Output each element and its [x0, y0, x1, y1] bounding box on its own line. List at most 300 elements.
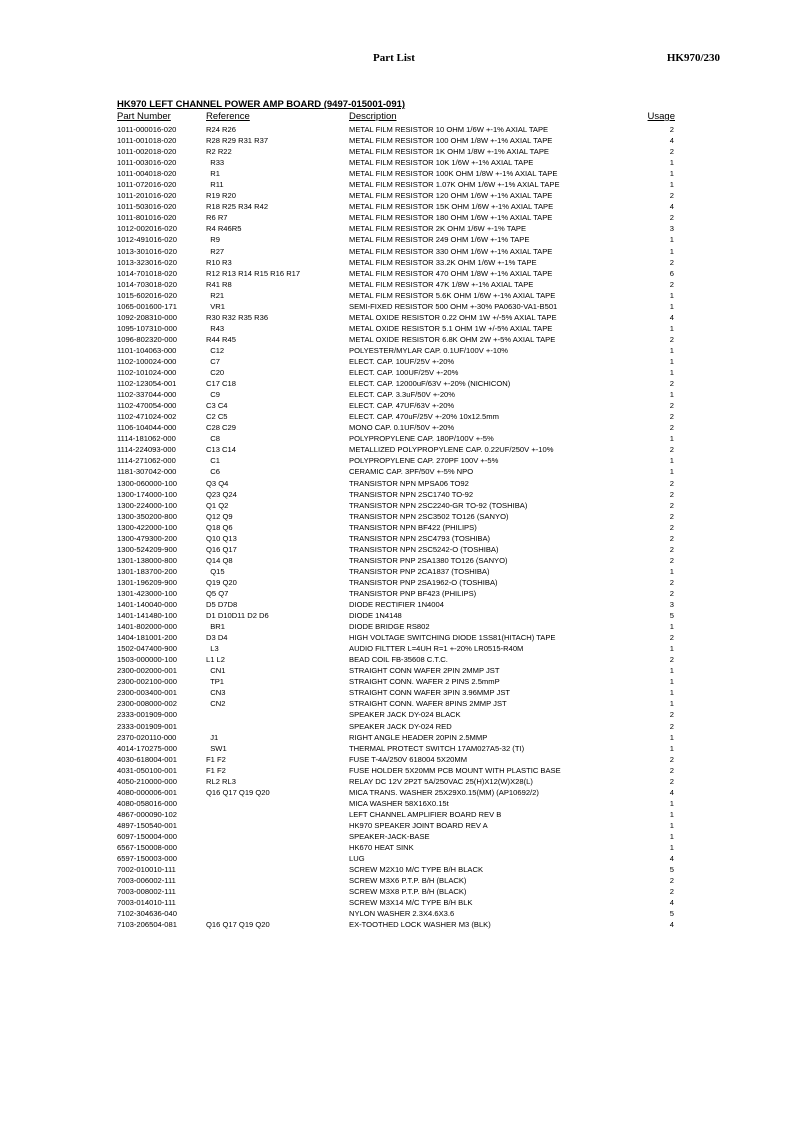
description-cell: ELECT. CAP. 100UF/25V +-20% — [349, 368, 459, 378]
usage-cell: 5 — [669, 865, 674, 875]
page-title: Part List — [373, 52, 415, 64]
table-row — [0, 853, 793, 864]
usage-cell: 1 — [669, 368, 674, 378]
table-row — [0, 500, 793, 511]
usage-cell: 2 — [669, 555, 674, 565]
reference-cell: C7 — [206, 356, 220, 366]
usage-cell: 1 — [669, 644, 674, 654]
description-cell: METAL FILM RESISTOR 100 OHM 1/8W +-1% AXIAL TAPE — [349, 136, 553, 146]
table-row — [0, 522, 793, 533]
table-row — [0, 334, 793, 345]
reference-cell: D5 D7D8 — [206, 600, 238, 610]
reference-cell: SW1 — [206, 743, 227, 753]
reference-cell: BR1 — [206, 622, 225, 632]
reference-cell: Q10 Q13 — [206, 533, 237, 543]
table-row — [0, 212, 793, 223]
part-number-cell: 1102-100024-000 — [117, 356, 177, 366]
reference-cell: F1 F2 — [206, 754, 226, 764]
usage-cell: 2 — [669, 445, 674, 455]
usage-cell: 1 — [669, 843, 674, 853]
description-cell: TRANSISTOR NPN 2SC1740 TO-92 — [349, 489, 474, 499]
usage-cell: 1 — [669, 809, 674, 819]
reference-cell: R2 R22 — [206, 147, 232, 157]
description-cell: TRANSISTOR NPN 2SC3502 TO126 (SANYO) — [349, 511, 509, 521]
usage-cell: 2 — [669, 401, 674, 411]
table-row — [0, 190, 793, 201]
usage-cell: 2 — [669, 147, 674, 157]
usage-cell: 1 — [669, 798, 674, 808]
usage-cell: 5 — [669, 909, 674, 919]
description-cell: SPEAKER-JACK-BASE — [349, 832, 430, 841]
table-row — [0, 135, 793, 146]
usage-cell: 4 — [669, 312, 674, 322]
reference-cell: Q14 Q8 — [206, 555, 233, 565]
part-number-cell: 1012-002016-020 — [117, 224, 177, 234]
usage-cell: 1 — [669, 743, 674, 753]
usage-cell: 4 — [669, 202, 674, 212]
usage-cell: 2 — [669, 754, 674, 764]
reference-cell: R30 R32 R35 R36 — [206, 312, 269, 322]
description-cell: SCREW M3X6 P.T.P. B/H (BLACK) — [349, 876, 467, 886]
table-row — [0, 787, 793, 798]
description-cell: DIODE BRIDGE RS802 — [349, 622, 430, 632]
part-number-cell: 1011-072016-020 — [117, 180, 177, 190]
usage-cell: 1 — [669, 246, 674, 256]
table-row — [0, 246, 793, 257]
table-row — [0, 709, 793, 720]
table-row — [0, 908, 793, 919]
part-number-cell: 1011-000016-020 — [117, 125, 177, 134]
table-row — [0, 555, 793, 566]
column-header-reference: Reference — [206, 111, 250, 122]
usage-cell: 4 — [669, 787, 674, 797]
part-number-cell: 1300-350200-800 — [117, 511, 177, 521]
part-number-cell: 2300-008000-002 — [117, 699, 177, 709]
table-row — [0, 654, 793, 665]
table-row — [0, 433, 793, 444]
reference-cell: Q5 Q7 — [206, 588, 229, 598]
table-row — [0, 345, 793, 356]
table-row — [0, 378, 793, 389]
part-number-cell: 1102-337044-000 — [117, 390, 177, 400]
reference-cell: R33 — [206, 158, 225, 168]
part-number-cell: 1181-307042-000 — [117, 467, 177, 477]
table-row — [0, 919, 793, 930]
description-cell: METAL FILM RESISTOR 180 OHM 1/6W +-1% AXIAL TAPE — [349, 213, 553, 223]
reference-cell: R41 R8 — [206, 279, 232, 289]
part-number-cell: 1011-002018-020 — [117, 147, 177, 157]
table-row — [0, 566, 793, 577]
table-row — [0, 124, 793, 135]
description-cell: FUSE T-4A/250V 618004 5X20MM — [349, 754, 468, 764]
usage-cell: 2 — [669, 887, 674, 897]
description-cell: SEMI-FIXED RESISTOR 500 OHM +-30% PA0630-VA1-B501 — [349, 301, 558, 311]
description-cell: HK670 HEAT SINK — [349, 843, 414, 853]
table-row — [0, 687, 793, 698]
table-row — [0, 422, 793, 433]
reference-cell: Q23 Q24 — [206, 489, 237, 499]
table-row — [0, 201, 793, 212]
reference-cell: Q3 Q4 — [206, 478, 229, 488]
table-row — [0, 444, 793, 455]
part-number-cell: 7102-304636-040 — [117, 909, 177, 919]
table-row — [0, 732, 793, 743]
description-cell: POLYPROPYLENE CAP. 180P/100V +-5% — [349, 434, 494, 444]
part-number-cell: 4050-210000-000 — [117, 776, 177, 786]
table-row — [0, 268, 793, 279]
part-number-cell: 1096-802320-000 — [117, 334, 177, 344]
description-cell: HK970 SPEAKER JOINT BOARD REV A — [349, 820, 488, 830]
description-cell: METAL FILM RESISTOR 120 OHM 1/6W +-1% AXIAL TAPE — [349, 191, 553, 201]
usage-cell: 1 — [669, 390, 674, 400]
table-row — [0, 389, 793, 400]
usage-cell: 4 — [669, 920, 674, 930]
description-cell: SPEAKER JACK DY-024 BLACK — [349, 710, 461, 720]
description-cell: METAL FILM RESISTOR 47K 1/8W +-1% AXIAL TAPE — [349, 279, 534, 289]
usage-cell: 1 — [669, 323, 674, 333]
description-cell: STRAIGHT CONN. WAFER 8PINS 2MMP JST — [349, 699, 507, 709]
reference-cell: C13 C14 — [206, 445, 236, 455]
part-number-cell: 1014-701018-020 — [117, 268, 177, 278]
part-number-cell: 1092-208310-000 — [117, 312, 177, 322]
reference-cell: CN2 — [206, 699, 226, 709]
description-cell: STRAIGHT CONN WAFER 2PIN 2MMP JST — [349, 666, 500, 676]
part-number-cell: 1011-201016-020 — [117, 191, 177, 201]
usage-cell: 6 — [669, 268, 674, 278]
usage-cell: 2 — [669, 125, 674, 134]
part-number-cell: 1300-524209-900 — [117, 544, 177, 554]
part-number-cell: 1300-479300-200 — [117, 533, 177, 543]
table-row — [0, 588, 793, 599]
part-number-cell: 1015-602016-020 — [117, 290, 177, 300]
board-title: HK970 LEFT CHANNEL POWER AMP BOARD (9497-015001-091) — [117, 99, 406, 110]
part-number-cell: 4014-170275-000 — [117, 743, 177, 753]
description-cell: METAL OXIDE RESISTOR 5.1 OHM 1W +/-5% AXIAL TAPE — [349, 323, 553, 333]
table-row — [0, 533, 793, 544]
part-number-cell: 1013-323016-020 — [117, 257, 177, 267]
usage-cell: 2 — [669, 379, 674, 389]
usage-cell: 1 — [669, 180, 674, 190]
reference-cell: C6 — [206, 467, 220, 477]
part-number-cell: 1114-224093-000 — [117, 445, 176, 455]
reference-cell: Q15 — [206, 566, 225, 576]
description-cell: ELECT. CAP. 47UF/63V +-20% — [349, 401, 455, 411]
part-number-cell: 4080-058016-000 — [117, 798, 177, 808]
usage-cell: 2 — [669, 655, 674, 665]
reference-cell: Q12 Q9 — [206, 511, 233, 521]
description-cell: NYLON WASHER 2.3X4.6X3.6 — [349, 909, 455, 919]
part-number-cell: 1065-001600-171 — [117, 301, 177, 311]
part-number-cell: 1106-104044-000 — [117, 423, 177, 433]
description-cell: METAL FILM RESISTOR 2K OHM 1/6W +-1% TAPE — [349, 224, 527, 234]
table-row — [0, 743, 793, 754]
table-row — [0, 466, 793, 477]
description-cell: MONO CAP. 0.1UF/50V +-20% — [349, 423, 455, 433]
table-row — [0, 257, 793, 268]
description-cell: BEAD COIL FB-35608 C.T.C. — [349, 655, 448, 665]
part-number-cell: 1011-003016-020 — [117, 158, 177, 168]
table-row — [0, 146, 793, 157]
reference-cell: C3 C4 — [206, 401, 228, 411]
reference-cell: C20 — [206, 368, 225, 378]
usage-cell: 4 — [669, 898, 674, 908]
description-cell: METAL FILM RESISTOR 33.2K OHM 1/6W +-1% TAPE — [349, 257, 537, 267]
usage-cell: 1 — [669, 732, 674, 742]
reference-cell: Q1 Q2 — [206, 500, 229, 510]
reference-cell: R43 — [206, 323, 225, 333]
reference-cell: C2 C5 — [206, 412, 228, 422]
table-row — [0, 643, 793, 654]
table-row — [0, 455, 793, 466]
reference-cell: R21 — [206, 290, 225, 300]
column-header-part-number: Part Number — [117, 111, 171, 122]
part-number-cell: 4080-000006-001 — [117, 787, 177, 797]
reference-cell: RL2 RL3 — [206, 776, 236, 786]
reference-cell: R6 R7 — [206, 213, 228, 223]
description-cell: ELECT. CAP. 470uF/25V +-20% 10x12.5mm — [349, 412, 499, 422]
description-cell: METAL FILM RESISTOR 5.6K OHM 1/6W +-1% AXIAL TAPE — [349, 290, 556, 300]
part-number-cell: 1404-181001-200 — [117, 633, 177, 643]
description-cell: SCREW M3X8 P.T.P. B/H (BLACK) — [349, 887, 467, 897]
description-cell: METAL OXIDE RESISTOR 6.8K OHM 2W +-5% AXIAL TAPE — [349, 334, 556, 344]
usage-cell: 1 — [669, 677, 674, 687]
usage-cell: 2 — [669, 544, 674, 554]
reference-cell: Q16 Q17 Q19 Q20 — [206, 787, 270, 797]
part-number-cell: 7003-008002-111 — [117, 887, 176, 897]
part-number-cell: 1102-471024-002 — [117, 412, 177, 422]
table-row — [0, 665, 793, 676]
model-number: HK970/230 — [666, 52, 720, 64]
description-cell: SPEAKER JACK DY-024 RED — [349, 721, 452, 731]
usage-cell: 2 — [669, 710, 674, 720]
reference-cell: R12 R13 R14 R15 R16 R17 — [206, 268, 301, 278]
part-number-cell: 4867-000090-102 — [117, 809, 177, 819]
usage-cell: 5 — [669, 611, 674, 621]
part-number-cell: 1300-422000-100 — [117, 522, 177, 532]
usage-cell: 1 — [669, 345, 674, 355]
description-cell: ELECT. CAP. 12000uF/63V +-20% (NICHICON) — [349, 379, 511, 389]
table-row — [0, 234, 793, 245]
table-row — [0, 820, 793, 831]
part-number-cell: 7003-006002-111 — [117, 876, 176, 886]
table-row — [0, 323, 793, 334]
table-row — [0, 831, 793, 842]
reference-cell: D1 D10D11 D2 D6 — [206, 611, 269, 621]
table-row — [0, 511, 793, 522]
usage-cell: 2 — [669, 334, 674, 344]
usage-cell: 2 — [669, 522, 674, 532]
reference-cell: D3 D4 — [206, 633, 228, 643]
table-row — [0, 489, 793, 500]
part-number-cell: 1011-001018-020 — [117, 136, 177, 146]
usage-cell: 2 — [669, 213, 674, 223]
usage-cell: 1 — [669, 356, 674, 366]
description-cell: MICA WASHER 58X16X0.15t — [349, 798, 449, 808]
part-number-cell: 1301-423000-100 — [117, 588, 177, 598]
table-row — [0, 223, 793, 234]
part-number-cell: 1095-107310-000 — [117, 323, 177, 333]
reference-cell: Q18 Q6 — [206, 522, 233, 532]
part-number-cell: 2300-003400-001 — [117, 688, 177, 698]
usage-cell: 2 — [669, 478, 674, 488]
reference-cell: R24 R26 — [206, 125, 236, 134]
part-number-cell: 1300-174000-100 — [117, 489, 177, 499]
part-number-cell: 4897-150540-001 — [117, 820, 177, 830]
usage-cell: 2 — [669, 511, 674, 521]
part-number-cell: 4030-618004-001 — [117, 754, 177, 764]
description-cell: METAL FILM RESISTOR 15K OHM 1/6W +-1% AXIAL TAPE — [349, 202, 554, 212]
reference-cell: L3 — [206, 644, 219, 654]
reference-cell: J1 — [206, 732, 219, 742]
usage-cell: 1 — [669, 622, 674, 632]
reference-cell: F1 F2 — [206, 765, 226, 775]
part-number-cell: 1300-224000-100 — [117, 500, 177, 510]
usage-cell: 1 — [669, 290, 674, 300]
table-row — [0, 698, 793, 709]
description-cell: METAL FILM RESISTOR 470 OHM 1/8W +-1% AXIAL TAPE — [349, 268, 553, 278]
description-cell: METAL FILM RESISTOR 100K OHM 1/8W +-1% AXIAL TAPE — [349, 169, 558, 179]
reference-cell: Q19 Q20 — [206, 577, 237, 587]
description-cell: TRANSISTOR NPN 2SC5242-O (TOSHIBA) — [349, 544, 499, 554]
description-cell: FUSE HOLDER 5X20MM PCB MOUNT WITH PLASTIC BASE — [349, 765, 561, 775]
table-row — [0, 842, 793, 853]
part-number-cell: 6567-150008-000 — [117, 843, 177, 853]
description-cell: SCREW M3X14 M/C TYPE B/H BLK — [349, 898, 473, 908]
description-cell: DIODE 1N4148 — [349, 611, 402, 621]
usage-cell: 2 — [669, 412, 674, 422]
reference-cell: C12 — [206, 345, 225, 355]
part-number-cell: 1012-491016-020 — [117, 235, 177, 245]
usage-cell: 1 — [669, 688, 674, 698]
usage-cell: 1 — [669, 169, 674, 179]
part-number-cell: 2370-020110-000 — [117, 732, 177, 742]
table-row — [0, 478, 793, 489]
part-number-cell: 1011-004018-020 — [117, 169, 177, 179]
part-number-cell: 1502-047400-900 — [117, 644, 177, 654]
reference-cell: R19 R20 — [206, 191, 236, 201]
description-cell: TRANSISTOR NPN 2SC2240-GR TO-92 (TOSHIBA) — [349, 500, 528, 510]
reference-cell: CN3 — [206, 688, 226, 698]
usage-cell: 1 — [669, 235, 674, 245]
description-cell: TRANSISTOR PNP 2SA1962-O (TOSHIBA) — [349, 577, 498, 587]
reference-cell: VR1 — [206, 301, 225, 311]
part-number-cell: 1301-138000-800 — [117, 555, 177, 565]
part-number-cell: 1102-123054-001 — [117, 379, 177, 389]
usage-cell: 2 — [669, 423, 674, 433]
reference-cell: R9 — [206, 235, 220, 245]
usage-cell: 1 — [669, 456, 674, 466]
table-row — [0, 179, 793, 190]
description-cell: RELAY DC 12V 2P2T 5A/250VAC 25(H)X12(W)X28(L) — [349, 776, 533, 786]
description-cell: METAL FILM RESISTOR 1K OHM 1/8W +-1% AXIAL TAPE — [349, 147, 549, 157]
description-cell: STRAIGHT CONN WAFER 3PIN 3.96MMP JST — [349, 688, 511, 698]
description-cell: THERMAL PROTECT SWITCH 17AM027A5-32 (TI) — [349, 743, 525, 753]
column-header-description: Description — [349, 111, 397, 122]
usage-cell: 1 — [669, 820, 674, 830]
table-row — [0, 676, 793, 687]
table-row — [0, 168, 793, 179]
reference-cell: CN1 — [206, 666, 226, 676]
table-row — [0, 599, 793, 610]
usage-cell: 2 — [669, 257, 674, 267]
description-cell: METAL FILM RESISTOR 330 OHM 1/6W +-1% AXIAL TAPE — [349, 246, 553, 256]
description-cell: LEFT CHANNEL AMPLIFIER BOARD REV B — [349, 809, 502, 819]
description-cell: METAL OXIDE RESISTOR 0.22 OHM 1W +/-5% AXIAL TAPE — [349, 312, 557, 322]
reference-cell: R27 — [206, 246, 225, 256]
table-row — [0, 400, 793, 411]
table-row — [0, 798, 793, 809]
description-cell: HIGH VOLTAGE SWITCHING DIODE 1SS81(HITACH) TAPE — [349, 633, 556, 643]
usage-cell: 1 — [669, 666, 674, 676]
usage-cell: 2 — [669, 765, 674, 775]
table-row — [0, 356, 793, 367]
table-row — [0, 367, 793, 378]
usage-cell: 1 — [669, 566, 674, 576]
description-cell: DIODE RECTIFIER 1N4004 — [349, 600, 444, 610]
usage-cell: 2 — [669, 279, 674, 289]
usage-cell: 2 — [669, 776, 674, 786]
reference-cell: Q16 Q17 — [206, 544, 237, 554]
usage-cell: 4 — [669, 136, 674, 146]
column-header-usage: Usage — [647, 111, 675, 122]
usage-cell: 1 — [669, 301, 674, 311]
part-number-cell: 2300-002000-001 — [117, 666, 177, 676]
description-cell: TRANSISTOR NPN BF422 (PHILIPS) — [349, 522, 477, 532]
description-cell: CERAMIC CAP. 3PF/50V +-5% NPO — [349, 467, 474, 477]
part-number-cell: 1101-104063-000 — [117, 345, 177, 355]
table-row — [0, 897, 793, 908]
parts-table — [0, 124, 793, 930]
table-row — [0, 886, 793, 897]
description-cell: TRANSISTOR NPN 2SC4793 (TOSHIBA) — [349, 533, 491, 543]
table-row — [0, 875, 793, 886]
table-row — [0, 290, 793, 301]
table-row — [0, 411, 793, 422]
description-cell: LUG — [349, 854, 365, 864]
description-cell: AUDIO FILTTER L=4UH R=1 +-20% LR0515-R40M — [349, 644, 524, 654]
reference-cell: R11 — [206, 180, 224, 190]
description-cell: METAL FILM RESISTOR 249 OHM 1/6W +-1% TAPE — [349, 235, 530, 245]
part-number-cell: 1011-503016-020 — [117, 202, 177, 212]
part-number-cell: 2300-002100-000 — [117, 677, 177, 687]
description-cell: METALLIZED POLYPROPYLENE CAP. 0.22UF/250V +-10% — [349, 445, 554, 455]
part-number-cell: 1301-183700-200 — [117, 566, 177, 576]
table-row — [0, 809, 793, 820]
usage-cell: 1 — [669, 158, 674, 168]
usage-cell: 1 — [669, 434, 674, 444]
usage-cell: 2 — [669, 588, 674, 598]
usage-cell: 1 — [669, 467, 674, 477]
part-number-cell: 1401-802000-000 — [117, 622, 177, 632]
part-number-cell: 2333-001909-000 — [117, 710, 177, 720]
description-cell: TRANSISTOR NPN MPSA06 TO92 — [349, 478, 469, 488]
table-row — [0, 301, 793, 312]
description-cell: METAL FILM RESISTOR 10 OHM 1/6W +-1% AXIAL TAPE — [349, 125, 549, 134]
part-number-cell: 1102-101024-000 — [117, 368, 177, 378]
usage-cell: 2 — [669, 191, 674, 201]
table-row — [0, 157, 793, 168]
part-number-cell: 1114-271062-000 — [117, 456, 176, 466]
reference-cell: TP1 — [206, 677, 225, 687]
part-number-cell: 7002-010010-111 — [117, 865, 176, 875]
table-row — [0, 632, 793, 643]
part-number-cell: 1102-470054-000 — [117, 401, 177, 411]
part-number-cell: 1401-140040-000 — [117, 600, 177, 610]
description-cell: RIGHT ANGLE HEADER 20PIN 2.5MMP — [349, 732, 488, 742]
description-cell: METAL FILM RESISTOR 10K 1/6W +-1% AXIAL TAPE — [349, 158, 534, 168]
reference-cell: C9 — [206, 390, 220, 400]
part-number-cell: 2333-001909-001 — [117, 721, 177, 731]
